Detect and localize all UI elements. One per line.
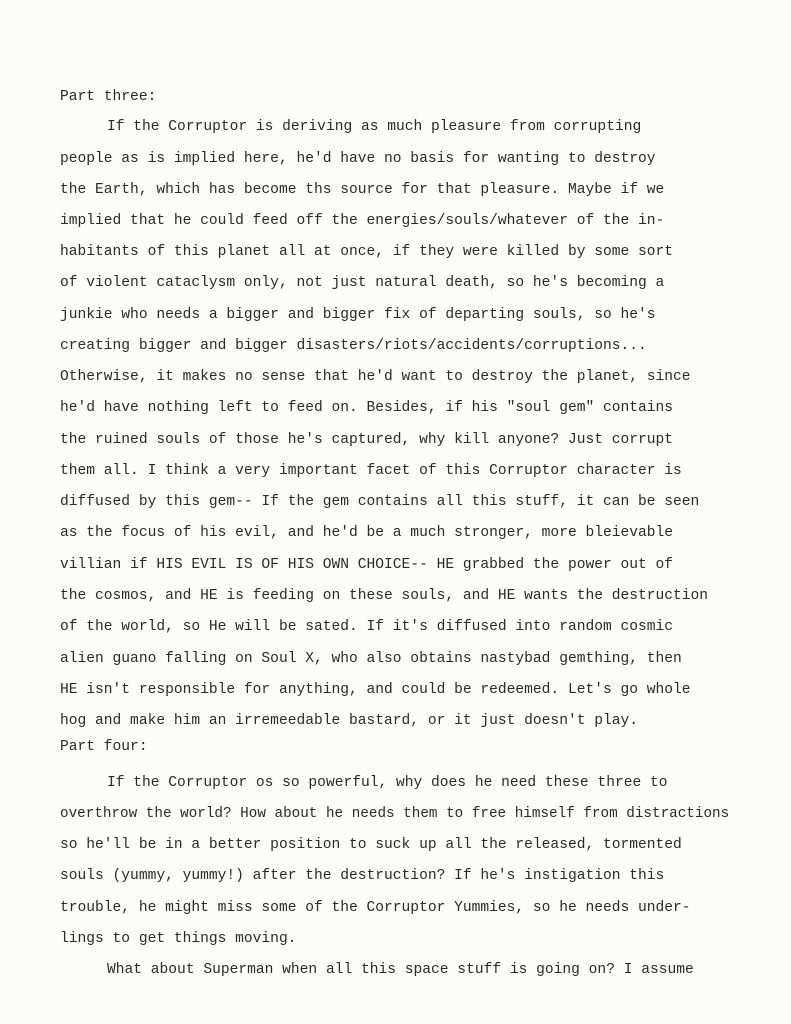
text-line: the cosmos, and HE is feeding on these souls, and HE wants the destruction: [60, 588, 709, 604]
text-line: alien guano falling on Soul X, who also obtains nastybad gemthing, then: [60, 651, 682, 667]
section-heading-part-four: Part four:: [60, 739, 148, 755]
text-line: implied that he could feed off the energies/souls/whatever of the in-: [60, 213, 665, 229]
text-line: junkie who needs a bigger and bigger fix of departing souls, so he's: [60, 307, 656, 323]
text-line: he'd have nothing left to feed on. Besides, if his "soul gem" contains: [60, 400, 674, 416]
text-line: trouble, he might miss some of the Corruptor Yummies, so he needs under-: [60, 900, 691, 916]
text-line: creating bigger and bigger disasters/riots/accidents/corruptions...: [60, 338, 647, 354]
text-line: hog and make him an irremeedable bastard, or it just doesn't play.: [60, 713, 639, 729]
section-heading-part-three: Part three:: [60, 89, 157, 105]
text-line: If the Corruptor os so powerful, why does he need these three to: [107, 775, 668, 791]
text-line: the Earth, which has become ths source for that pleasure. Maybe if we: [60, 182, 665, 198]
text-line: If the Corruptor is deriving as much pleasure from corrupting: [107, 119, 642, 135]
text-line: souls (yummy, yummy!) after the destruction? If he's instigation this: [60, 868, 665, 884]
text-line: habitants of this planet all at once, if they were killed by some sort: [60, 244, 674, 260]
text-line: villian if HIS EVIL IS OF HIS OWN CHOICE-- HE grabbed the power out of: [60, 557, 674, 573]
text-line: diffused by this gem-- If the gem contains all this stuff, it can be seen: [60, 494, 700, 510]
text-line: so he'll be in a better position to suck up all the released, tormented: [60, 837, 682, 853]
text-line: of the world, so He will be sated. If it's diffused into random cosmic: [60, 619, 674, 635]
text-line: people as is implied here, he'd have no basis for wanting to destroy: [60, 151, 656, 167]
text-line: the ruined souls of those he's captured, why kill anyone? Just corrupt: [60, 432, 674, 448]
text-line: overthrow the world? How about he needs them to free himself from distractions: [60, 806, 730, 822]
text-line: of violent cataclysm only, not just natural death, so he's becoming a: [60, 275, 665, 291]
text-line: lings to get things moving.: [60, 931, 297, 947]
text-line: them all. I think a very important facet of this Corruptor character is: [60, 463, 682, 479]
text-line: HE isn't responsible for anything, and could be redeemed. Let's go whole: [60, 682, 691, 698]
text-line: What about Superman when all this space stuff is going on? I assume: [107, 962, 694, 978]
text-line: as the focus of his evil, and he'd be a much stronger, more bleievable: [60, 525, 674, 541]
text-line: Otherwise, it makes no sense that he'd want to destroy the planet, since: [60, 369, 691, 385]
